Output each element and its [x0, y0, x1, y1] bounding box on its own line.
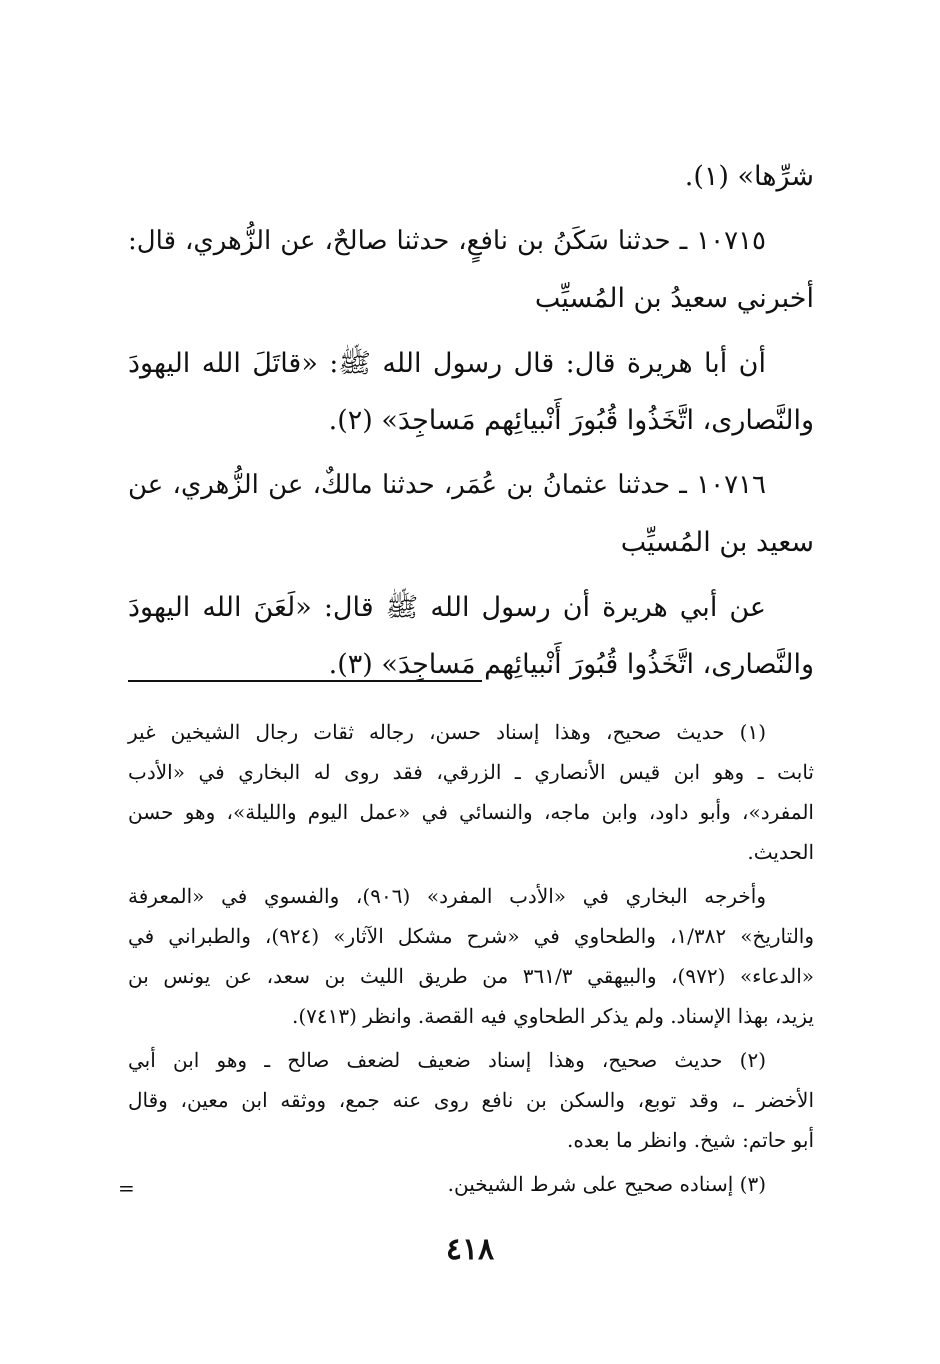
text-line: والنَّصارى، اتَّخَذُوا قُبُورَ أَنْبيائِهم مَساجِدَ» (٣).: [328, 649, 814, 680]
footnote-line: (٢) حديث صحيح، وهذا إسناد ضعيف لضعف صالح ـ وهو ابن أبي: [128, 1048, 766, 1072]
hadith-10716-matn: [128, 579, 814, 693]
footnote-3: [128, 1164, 814, 1204]
hadith-10715-matn: [128, 335, 814, 449]
footnote-line: يزيد، بهذا الإسناد. ولم يذكر الطحاوي فيه القصة. وانظر (٧٤١٣).: [291, 1004, 814, 1028]
footnote-line: والتاريخ» ١/٣٨٢، والطحاوي في «شرح مشكل الآثار» (٩٢٤)، والطبراني في: [128, 924, 814, 948]
text-line: ١٠٧١٥ ـ حدثنا سَكَنُ بن نافعٍ، حدثنا صالحٌ، عن الزُّهري، قال:: [128, 226, 766, 256]
main-text: [128, 148, 814, 693]
text-line: ١٠٧١٦ ـ حدثنا عثمانُ بن عُمَر، حدثنا مالكٌ، عن الزُّهري، عن: [128, 470, 766, 500]
footnote-line: وأخرجه البخاري في «الأدب المفرد» (٩٠٦)، والفسوي في «المعرفة: [128, 884, 767, 908]
continuation-mark: =: [118, 1176, 135, 1200]
text-line: والنَّصارى، اتَّخَذُوا قُبُورَ أَنْبيائِهم مَساجِدَ» (٢).: [328, 405, 814, 436]
footnote-2: [128, 1040, 814, 1160]
hadith-10715: [128, 213, 814, 327]
footnote-line: ثابت ـ وهو ابن قيس الأنصاري ـ الزرقي، فقد روى له البخاري في «الأدب: [128, 760, 814, 784]
page-number: ٤١٨: [445, 1232, 495, 1267]
footnotes: [128, 712, 814, 1208]
text-line: عن أبي هريرة أن رسول الله ﷺ قال: «لَعَنَ الله اليهودَ: [128, 592, 766, 623]
footnote-line: الأخضر ـ، وقد توبع، والسكن بن نافع روى عنه جمع، ووثقه ابن معين، وقال: [128, 1088, 814, 1112]
text-line: أخبرني سعيدُ بن المُسيِّب: [534, 283, 814, 314]
footnote-line: (١) حديث صحيح، وهذا إسناد حسن، رجاله ثقات رجال الشيخين غير: [128, 720, 766, 744]
footnote-line: «الدعاء» (٩٧٢)، والبيهقي ٣٦١/٣ من طريق الليث بن سعد، عن يونس بن: [128, 964, 814, 988]
footnote-line: المفرد»، وأبو داود، وابن ماجه، والنسائي في «عمل اليوم والليلة»، وهو حسن: [128, 800, 814, 824]
footnote-1-continued: [128, 876, 814, 1036]
footnote-line: (٣) إسناده صحيح على شرط الشيخين.: [447, 1172, 766, 1196]
text-line: أن أبا هريرة قال: قال رسول الله ﷺ: «قاتَلَ الله اليهودَ: [128, 348, 766, 379]
footnote-line: أبو حاتم: شيخ. وانظر ما بعده.: [567, 1128, 814, 1152]
footnote-separator: [128, 680, 482, 682]
footnote-1: [128, 712, 814, 872]
hadith-10716: [128, 457, 814, 571]
text-line: شرِّها» (١).: [684, 161, 814, 192]
text-line: سعيد بن المُسيِّب: [620, 527, 814, 558]
footnote-line: الحديث.: [747, 840, 814, 864]
